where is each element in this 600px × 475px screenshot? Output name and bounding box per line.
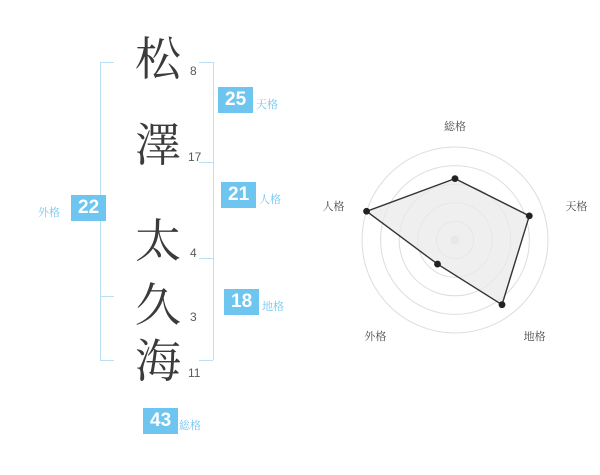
tenkaku-bracket-vertical [213,62,214,162]
jinkaku-bracket-bottom [199,258,213,259]
stroke-count-3: 4 [190,246,197,260]
stroke-count-5: 11 [188,366,201,380]
badge-tenkaku-value: 25 [218,87,253,113]
axis-label-soukaku: 総格 [444,121,466,133]
radar-data-point [452,175,459,182]
radar-chart-panel [310,0,600,470]
stroke-count-2: 17 [188,150,202,164]
jinkaku-bracket-vertical [213,162,214,258]
badge-tenkaku-label: 天格 [256,99,278,111]
radar-data-point [499,301,506,308]
badge-chikaku-label: 地格 [262,301,284,313]
outer-bracket-top [100,62,114,63]
badge-chikaku-value: 18 [224,289,259,315]
radar-chart-svg [310,0,600,470]
badge-gaikaku-value: 22 [71,195,106,221]
kanji-char-4: 久 [135,278,181,332]
outer-bracket-bottom [100,360,114,361]
outer-bracket-mid [100,296,114,297]
badge-soukaku-value: 43 [143,408,178,434]
axis-label-tenkaku: 天格 [565,201,588,214]
badge-gaikaku-label: 外格 [38,207,60,219]
kanji-char-1: 松 [135,32,181,86]
stroke-count-4: 3 [190,310,197,324]
stroke-count-1: 8 [190,64,197,78]
chikaku-bracket-bottom [199,360,213,361]
axis-label-gaikaku: 外格 [364,331,387,344]
kanji-char-5: 海 [135,334,181,388]
axis-label-jinkaku: 人格 [322,201,345,214]
chikaku-bracket-vertical [213,258,214,360]
axis-label-chikaku: 地格 [523,331,546,344]
radar-data-point [434,261,441,268]
tenkaku-bracket-top [199,62,213,63]
kanji-char-3: 太 [135,214,181,268]
badge-jinkaku-value: 21 [221,182,256,208]
radar-data-polygon [367,179,530,305]
radar-data-point [526,212,533,219]
badge-soukaku-label: 総格 [179,420,201,432]
badge-jinkaku-label: 人格 [259,194,281,206]
radar-data-point [363,208,370,215]
kanji-char-2: 澤 [135,118,181,172]
